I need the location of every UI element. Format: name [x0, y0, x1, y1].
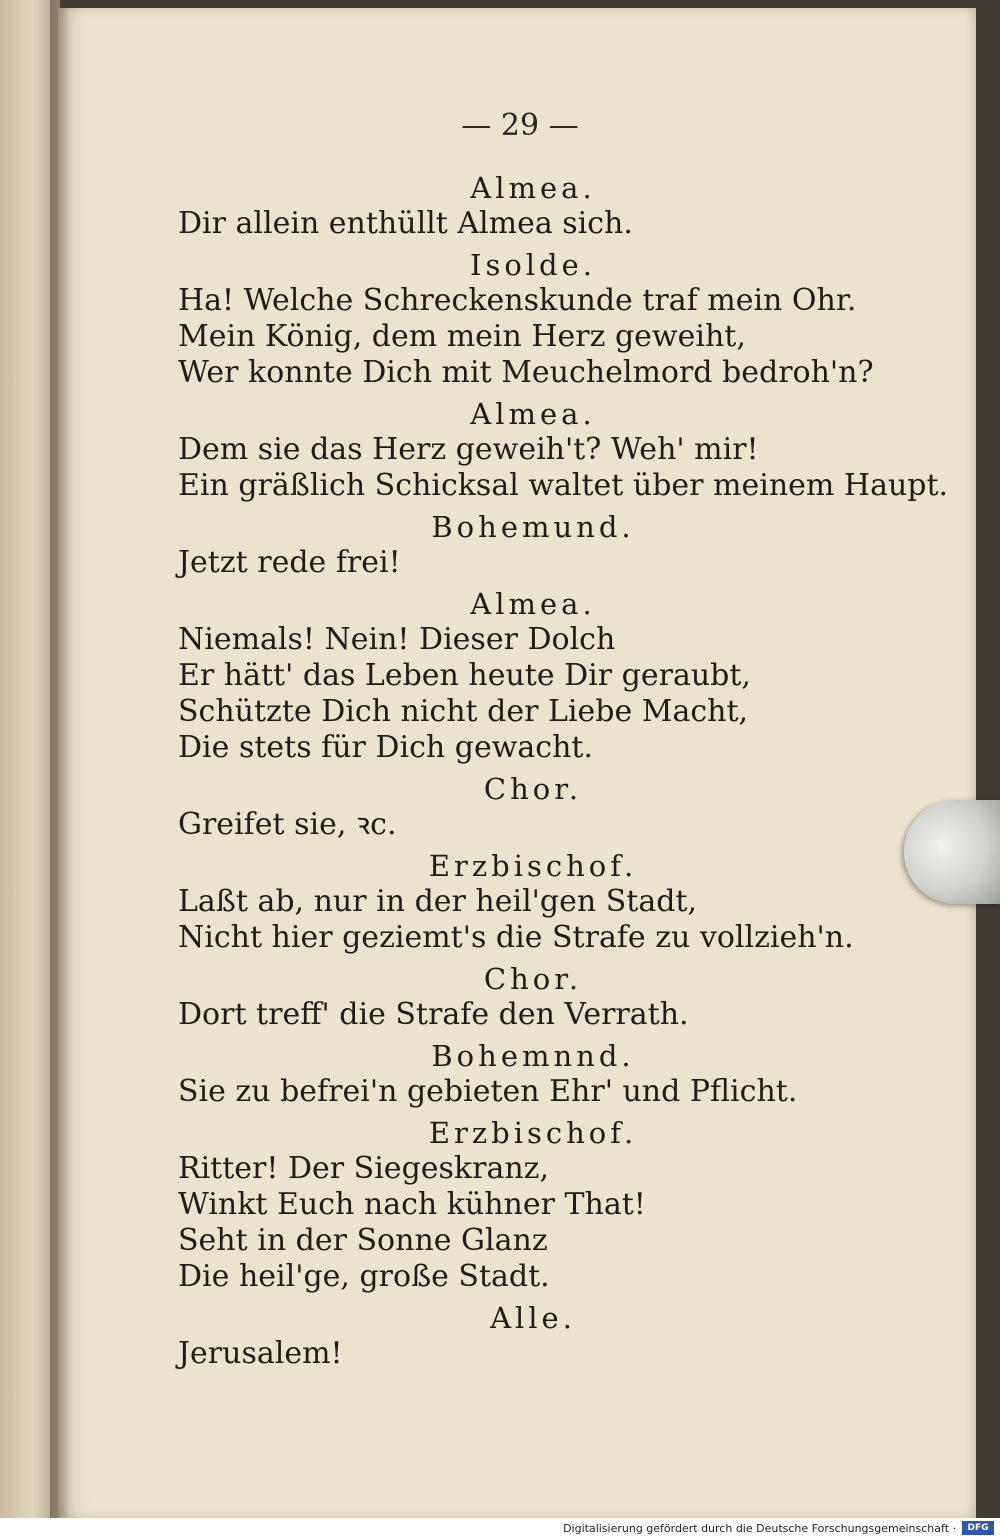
libretto-text: [178, 170, 949, 1372]
speaker-name: Alle.: [490, 1301, 576, 1335]
page-tab-marker: [904, 800, 1000, 904]
verse-line: Schützte Dich nicht der Liebe Macht,: [178, 694, 749, 729]
verse-line: Die heil'ge, große Stadt.: [178, 1259, 550, 1294]
verse-line: Dort treff' die Strafe den Verrath.: [178, 997, 689, 1032]
footer-bar: [0, 1518, 1000, 1538]
speaker-name: Isolde.: [469, 248, 597, 282]
speaker-name: Almea.: [470, 397, 596, 431]
verse-line: Sie zu befrei'n gebieten Ehr' und Pflicht.: [178, 1074, 798, 1109]
speaker-name: Erzbischof.: [428, 849, 638, 883]
speaker-name: Erzbischof.: [428, 1116, 638, 1150]
book-gutter: [50, 0, 70, 1520]
verse-line: Niemals! Nein! Dieser Dolch: [178, 622, 616, 657]
verse-line: Die stets für Dich gewacht.: [178, 730, 593, 765]
verse-line: Ein gräßlich Schicksal waltet über meinem Haupt.: [178, 468, 949, 503]
verse-line: Greifet sie, ꝛc.: [178, 807, 397, 842]
verse-line: Er hätt' das Leben heute Dir geraubt,: [178, 658, 751, 693]
verse-line: Wer konnte Dich mit Meuchelmord bedroh'n?: [178, 355, 874, 390]
verse-line: Winkt Euch nach kühner That!: [178, 1187, 646, 1222]
verse-line: Ha! Welche Schreckenskunde traf mein Ohr.: [178, 283, 857, 318]
verse-line: Seht in der Sonne Glanz: [178, 1223, 548, 1258]
speaker-name: Chor.: [483, 772, 583, 806]
speaker-name: Almea.: [470, 171, 596, 205]
verse-line: Jerusalem!: [178, 1336, 343, 1371]
verse-line: Nicht hier geziemt's die Strafe zu vollzieh'n.: [178, 920, 854, 955]
speaker-name: Almea.: [470, 587, 596, 621]
speaker-name: Bohemund.: [431, 510, 635, 544]
page-number: — 29 —: [461, 108, 579, 143]
speaker-name: Bohemnnd.: [431, 1039, 635, 1073]
dfg-logo: DFG: [962, 1521, 994, 1535]
verse-line: Mein König, dem mein Herz geweiht,: [178, 319, 746, 354]
speaker-name: Chor.: [483, 962, 583, 996]
verse-line: Ritter! Der Siegeskranz,: [178, 1151, 549, 1186]
funding-credit: Digitalisierung gefördert durch die Deutsche Forschungsgemeinschaft ·: [563, 1522, 956, 1535]
verse-line: Jetzt rede frei!: [178, 545, 401, 580]
verse-line: Laßt ab, nur in der heil'gen Stadt,: [178, 884, 698, 919]
verse-line: Dem sie das Herz geweih't? Weh' mir!: [178, 432, 759, 467]
verse-line: Dir allein enthüllt Almea sich.: [178, 206, 633, 241]
